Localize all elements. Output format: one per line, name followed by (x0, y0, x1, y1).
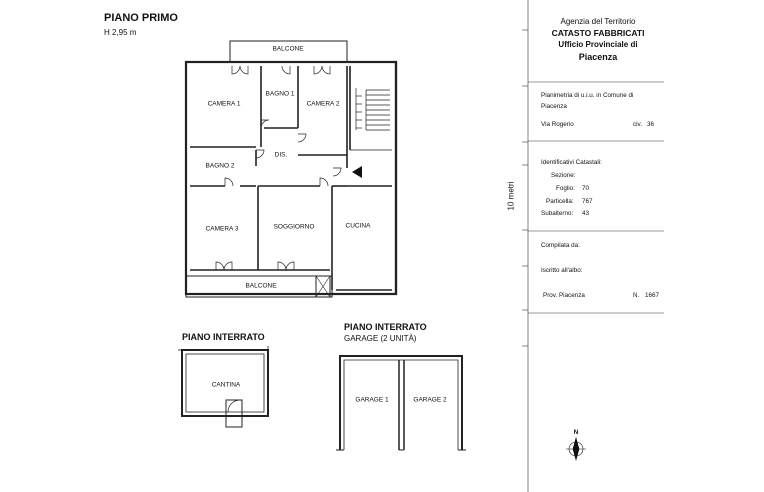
agency-line1: Agenzia del Territorio (560, 17, 636, 26)
agency-line3: Ufficio Provinciale di (558, 40, 638, 49)
sezione-label: Sezione: (551, 172, 576, 179)
prov-label: Prov. Piacenza (543, 292, 585, 299)
civ-value: 36 (647, 121, 655, 128)
room-cantina: CANTINA (211, 381, 241, 389)
scale-label: 10 metri (506, 181, 516, 211)
agency-line2: CATASTO FABBRICATI (551, 28, 645, 38)
scale-ticks (522, 30, 528, 346)
identificativi-label: Identificativi Catastali: (541, 159, 602, 166)
room-balcone-bottom: BALCONE (245, 282, 277, 290)
via-label: Via Rogerio (541, 121, 574, 128)
foglio-value: 70 (582, 185, 590, 192)
room-bagno1: BAGNO 1 (265, 90, 295, 98)
particella-label: Particella: (546, 198, 574, 205)
subalterno-value: 43 (582, 210, 590, 217)
basement-right-title: PIANO INTERRATO (344, 322, 427, 332)
floor-title: PIANO PRIMO (104, 12, 178, 24)
compilata-label: Compilata da: (541, 242, 580, 249)
room-soggiorno: SOGGIORNO (273, 223, 315, 231)
north-label: N (573, 429, 579, 436)
agency-line4: Piacenza (578, 52, 618, 62)
room-bagno2: BAGNO 2 (205, 162, 235, 170)
iscritto-label: Iscritto all'albo: (541, 267, 583, 274)
comune-value: Piacenza (541, 103, 567, 110)
room-balcone-top: BALCONE (272, 45, 304, 53)
particella-value: 767 (582, 198, 593, 205)
basement-right-subtitle: GARAGE (2 UNITÀ) (344, 334, 417, 343)
entrance-arrow (352, 166, 362, 178)
n-value: 1667 (645, 292, 660, 299)
basement-left-title: PIANO INTERRATO (182, 332, 265, 342)
room-camera2: CAMERA 2 (306, 100, 340, 108)
room-garage2: GARAGE 2 (413, 396, 447, 404)
stairs (350, 88, 392, 150)
north-arrow-icon (566, 438, 586, 460)
room-camera3: CAMERA 3 (205, 225, 239, 233)
room-garage1: GARAGE 1 (355, 396, 389, 404)
foglio-label: Foglio: (556, 185, 575, 192)
n-label: N. (633, 292, 640, 299)
room-cucina: CUCINA (345, 222, 371, 230)
subalterno-label: Subalterno: (541, 210, 574, 217)
floor-height: H 2,95 m (104, 28, 137, 37)
civ-label: civ. (633, 121, 642, 128)
room-dis: DIS. (274, 151, 288, 159)
planimetria-label: Planimetria di u.i.u. in Comune di (541, 92, 634, 99)
room-camera1: CAMERA 1 (207, 100, 241, 108)
